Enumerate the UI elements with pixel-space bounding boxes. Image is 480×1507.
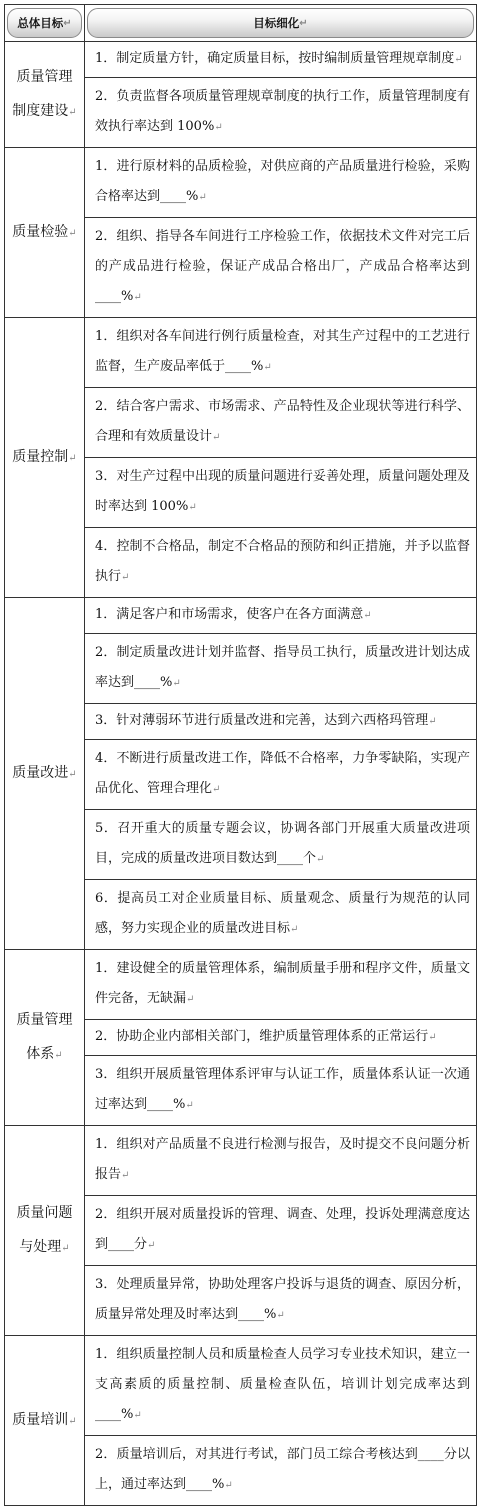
paragraph-mark-icon: ↵ [147,1240,156,1251]
category-label: 质量问题与处理 [16,1204,73,1255]
goal-detail-text: 3．处理质量异常，协助处理客户投诉与退货的调查、原因分析，质量异常处理及时率达到____% [95,1277,470,1322]
header-label-overall-goal [7,8,82,38]
goal-detail-cell [85,1020,477,1056]
header-label-goal-details [87,8,474,38]
goal-detail-text: 2．结合客户需求、市场需求、产品特性及企业现状等进行科学、合理和有效质量设计 [95,399,470,444]
goal-detail-text: 2．制定质量改进计划并监督、指导员工执行，质量改进计划达成率达到____% [95,645,470,690]
goal-detail-text: 1．组织对各车间进行例行质量检查，对其生产过程中的工艺进行监督，生产废品率低于____% [95,329,470,374]
category-label: 质量管理制度建设 [12,68,73,119]
category-cell [5,598,85,950]
goal-detail-cell [85,810,477,880]
goal-detail-text: 4．控制不合格品，制定不合格品的预防和纠正措施，并予以监督执行 [95,539,470,584]
goal-detail-text: 2．负责监督各项质量管理规章制度的执行工作，质量管理制度有效执行率达到 100% [95,89,470,134]
goal-row [5,42,477,78]
paragraph-mark-icon: ↵ [212,432,221,443]
goal-detail-text: 1．进行原材料的品质检验，对供应商的产品质量进行检验，采购合格率达到____% [95,159,470,204]
paragraph-mark-icon: ↵ [263,362,272,373]
paragraph-mark-icon: ↵ [224,1480,233,1491]
category-cell [5,318,85,598]
paragraph-mark-icon: ↵ [316,854,325,865]
category-label: 质量控制 [12,448,69,465]
goal-row [5,1126,477,1196]
category-label: 质量检验 [12,223,69,240]
category-cell [5,950,85,1126]
goal-row [5,598,477,634]
paragraph-mark-icon: ↵ [68,452,77,464]
category-label: 质量改进 [12,764,69,781]
paragraph-mark-icon: ↵ [428,716,437,727]
goal-detail-cell [85,528,477,598]
paragraph-mark-icon: ↵ [172,678,181,689]
goal-detail-cell [85,42,477,78]
goal-detail-cell [85,1266,477,1336]
goal-detail-cell [85,740,477,810]
goal-detail-cell [85,1336,477,1436]
header-cell-goal-details [85,5,477,42]
quality-goals-table [4,4,477,1506]
paragraph-mark-icon: ↵ [428,1032,437,1043]
goal-row [5,950,477,1020]
header-cell-overall-goal [5,5,85,42]
paragraph-mark-icon: ↵ [133,1410,142,1421]
goal-detail-cell [85,1196,477,1266]
goal-detail-text: 1．建设健全的质量管理体系，编制质量手册和程序文件，质量文件完备，无缺漏 [95,961,470,1006]
goal-detail-text: 6．提高员工对企业质量目标、质量观念、质量行为规范的认同感，努力实现企业的质量改进目标 [95,891,470,936]
paragraph-mark-icon: ↵ [121,1170,130,1181]
goal-detail-cell [85,458,477,528]
paragraph-mark-icon: ↵ [121,572,130,583]
paragraph-mark-icon: ↵ [299,17,308,29]
category-cell [5,1126,85,1336]
category-cell [5,148,85,318]
paragraph-mark-icon: ↵ [68,1415,77,1427]
goal-detail-cell [85,1126,477,1196]
goal-row [5,318,477,388]
paragraph-mark-icon: ↵ [68,768,77,780]
goal-detail-cell [85,1436,477,1506]
category-cell [5,42,85,148]
goal-detail-text: 1．组织对产品质量不良进行检测与报告，及时提交不良问题分析报告 [95,1137,470,1182]
goal-row [5,148,477,218]
category-label: 质量管理体系 [16,1011,73,1062]
paragraph-mark-icon: ↵ [276,1310,285,1321]
goal-detail-cell [85,78,477,148]
goal-detail-text: 3．对生产过程中出现的质量问题进行妥善处理，质量问题处理及时率达到 100% [95,469,470,514]
goal-detail-cell [85,218,477,318]
goal-detail-cell [85,598,477,634]
paragraph-mark-icon: ↵ [133,292,142,303]
category-cell [5,1336,85,1506]
goal-detail-text: 5．召开重大的质量专题会议，协调各部门开展重大质量改进项目，完成的质量改进项目数达到____个 [95,821,470,866]
goal-detail-text: 2．组织开展对质量投诉的管理、调查、处理，投诉处理满意度达到____分 [95,1207,470,1252]
paragraph-mark-icon: ↵ [212,784,221,795]
paragraph-mark-icon: ↵ [290,924,299,935]
goal-detail-text: 2．组织、指导各车间进行工序检验工作，依据技术文件对完工后的产成品进行检验，保证产成品合格出厂，产成品合格率达到____% [95,229,470,304]
goal-detail-text: 4．不断进行质量改进工作，降低不合格率，力争零缺陷，实现产品优化、管理合理化 [95,751,470,796]
header-text: 总体目标 [17,16,64,30]
goal-detail-cell [85,318,477,388]
header-text: 目标细化 [253,16,300,30]
paragraph-mark-icon: ↵ [68,227,77,239]
paragraph-mark-icon: ↵ [61,1242,70,1254]
paragraph-mark-icon: ↵ [186,994,195,1005]
paragraph-mark-icon: ↵ [188,502,197,513]
table-body [5,42,477,1506]
goal-detail-cell [85,1056,477,1126]
paragraph-mark-icon: ↵ [454,54,463,65]
goals-table-container [4,4,476,1506]
goal-detail-cell [85,880,477,950]
paragraph-mark-icon: ↵ [198,192,207,203]
paragraph-mark-icon: ↵ [54,1049,63,1061]
goal-detail-text: 1．组织质量控制人员和质量检查人员学习专业技术知识，建立一支高素质的质量控制、质量检查队伍，培训计划完成率达到____% [95,1347,470,1422]
paragraph-mark-icon: ↵ [363,610,372,621]
goal-row [5,1336,477,1436]
paragraph-mark-icon: ↵ [214,122,223,133]
goal-detail-cell [85,388,477,458]
goal-detail-cell [85,148,477,218]
paragraph-mark-icon: ↵ [68,106,77,118]
goal-detail-cell [85,634,477,704]
goal-detail-cell [85,950,477,1020]
table-header-row [5,5,477,42]
goal-detail-text: 2．质量培训后，对其进行考试，部门员工综合考核达到____分以上，通过率达到____% [95,1447,470,1492]
category-label: 质量培训 [12,1411,69,1428]
paragraph-mark-icon: ↵ [63,17,72,29]
paragraph-mark-icon: ↵ [185,1100,194,1111]
goal-detail-text: 1．满足客户和市场需求，使客户在各方面满意 [95,607,364,622]
goal-detail-text: 1．制定质量方针，确定质量目标，按时编制质量管理规章制度 [95,51,455,66]
goal-detail-text: 3．组织开展质量管理体系评审与认证工作，质量体系认证一次通过率达到____% [95,1067,470,1112]
goal-detail-cell [85,704,477,740]
goal-detail-text: 2．协助企业内部相关部门，维护质量管理体系的正常运行 [95,1029,429,1044]
goal-detail-text: 3．针对薄弱环节进行质量改进和完善，达到六西格玛管理 [95,713,429,728]
